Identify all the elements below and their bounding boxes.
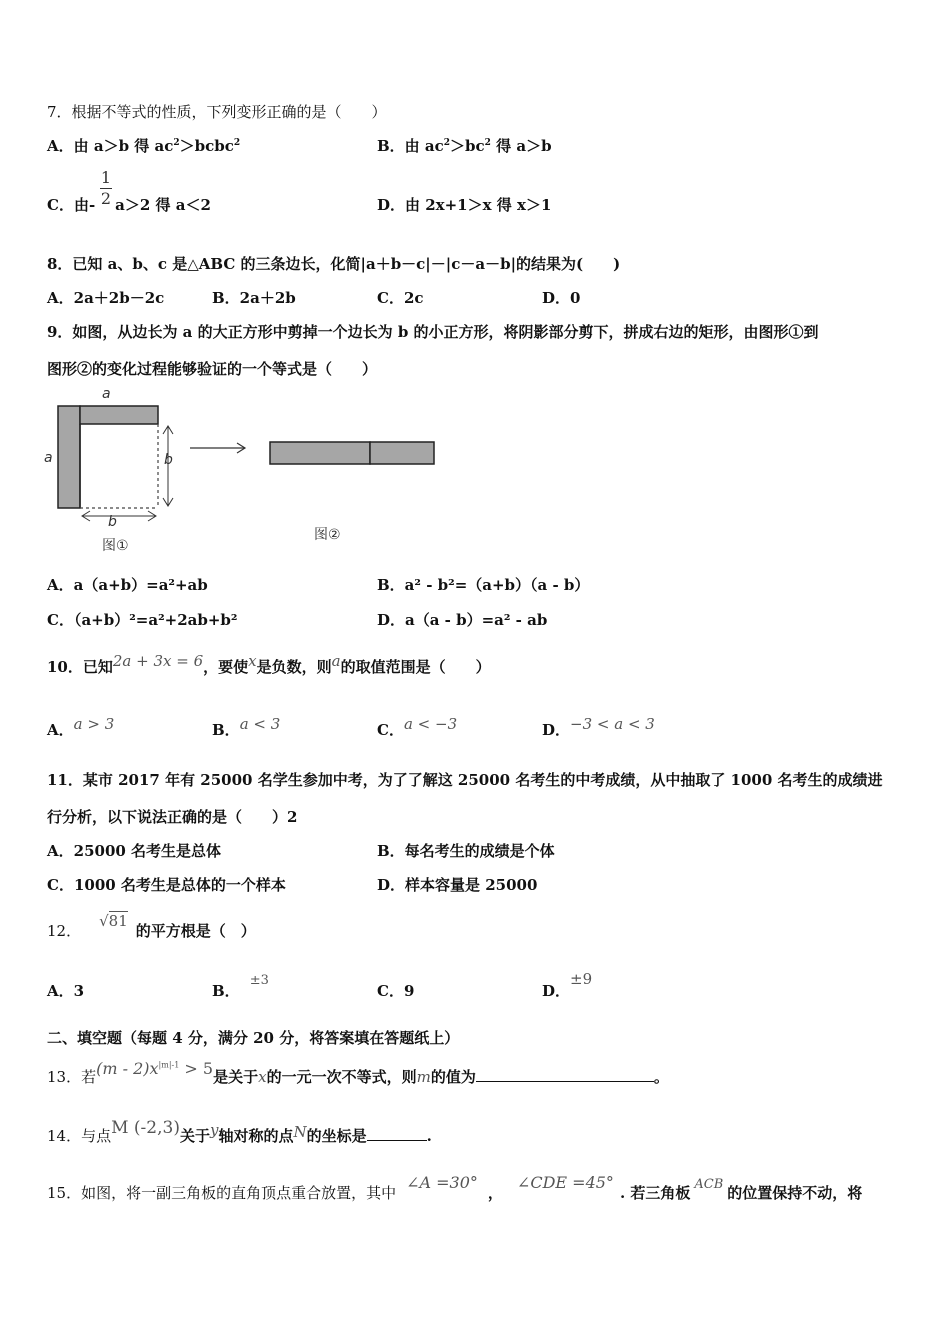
q8-option-b: B．2a＋2b xyxy=(212,289,296,307)
q12-stem: 12．√81的平方根是（ ） xyxy=(47,912,256,940)
fig2-rect-left xyxy=(270,442,370,464)
q11-option-c: C．1000 名考生是总体的一个样本 xyxy=(47,876,286,894)
q11-option-d: D．样本容量是 25000 xyxy=(377,876,538,894)
fig1-label-b-right: b xyxy=(164,452,173,468)
fig1-caption: 图① xyxy=(102,538,129,554)
q12-option-b: B．±3 xyxy=(212,973,269,1000)
fig1-shaded-horizontal xyxy=(80,406,158,424)
fig1-label-a-left: a xyxy=(44,450,53,466)
q8-stem: 8．已知 a、b、c 是△ABC 的三条边长，化简|a＋b－c|－|c－a－b|的结果为( ) xyxy=(47,255,621,273)
q10-option-c: C．a < −3 xyxy=(377,715,458,739)
fig1-label-a-top: a xyxy=(102,386,111,402)
q9-option-a: A．a（a+b）=a²+ab xyxy=(47,576,208,594)
q9-stem-line1: 9．如图，从边长为 a 的大正方形中剪掉一个边长为 b 的小正方形，将阴影部分剪下，拼成右边的矩形，由图形①到 xyxy=(47,323,819,341)
q7-option-d: D．由 2x+1＞x 得 x＞1 xyxy=(377,196,552,214)
q11-option-b: B．每名考生的成绩是个体 xyxy=(377,842,555,860)
fig1-shaded-vertical xyxy=(58,406,80,508)
q14-answer-blank[interactable] xyxy=(367,1124,427,1141)
q9-figure xyxy=(40,382,460,557)
q8-option-d: D．0 xyxy=(542,289,581,307)
q13-answer-blank[interactable] xyxy=(476,1065,654,1082)
q12-sqrt: √81 xyxy=(99,912,128,930)
q7-option-c: C．由- a＞2 得 a＜2 xyxy=(47,196,211,214)
q9-stem-line2: 图形②的变化过程能够验证的一个等式是（ ） xyxy=(47,360,378,378)
fig2-caption: 图② xyxy=(314,527,341,543)
q10-stem: 10．已知2a + 3x = 6，要使x是负数，则a的取值范围是（ ） xyxy=(47,652,491,676)
q14-stem: 14．与点M (-2,3)关于y轴对称的点N的坐标是 . xyxy=(47,1118,432,1145)
q11-stem-line1: 11．某市 2017 年有 25000 名学生参加中考，为了了解这 25000 名考生的中考成绩，从中抽取了 1000 名考生的成绩进 xyxy=(47,771,883,789)
q7-option-b: B．由 $ac^2>bc^2$ 得 a＞b xyxy=(377,137,552,155)
q9-option-d: D．a（a - b）=a² - ab xyxy=(377,611,548,629)
q11-stem-line2: 行分析，以下说法正确的是（ ）2 xyxy=(47,808,298,826)
q13-stem: 13．若$(m - 2)x^{|m|-1} > 5$是关于x的一元一次不等式，则m的值为 。 xyxy=(47,1059,669,1086)
q12-option-a: A．3 xyxy=(47,982,85,1000)
q7-option-a: A．由 a＞b 得 $ac^2>bcbc^2$ xyxy=(47,137,241,155)
q9-option-b: B．a² - b²=（a+b）（a - b） xyxy=(377,576,590,594)
fig1-label-b-bottom: b xyxy=(108,514,117,530)
section2-title: 二、填空题（每题 4 分，满分 20 分，将答案填在答题纸上） xyxy=(47,1029,460,1047)
q12-option-d: D．±9 xyxy=(542,970,593,1000)
q12-option-c: C．9 xyxy=(377,982,415,1000)
q8-option-a: A．2a＋2b－2c xyxy=(47,289,165,307)
q8-option-c: C．2c xyxy=(377,289,424,307)
q10-option-b: B．a < 3 xyxy=(212,715,281,739)
q11-option-a: A．25000 名考生是总体 xyxy=(47,842,222,860)
fig2-rect-right xyxy=(370,442,434,464)
q10-option-d: D．−3 < a < 3 xyxy=(542,715,655,739)
q7-stem: 7．根据不等式的性质，下列变形正确的是（ ） xyxy=(47,103,387,121)
q10-option-a: A．a > 3 xyxy=(47,715,115,739)
q15-stem: 15．如图，将一副三角板的直角顶点重合放置，其中∠A =30°，∠CDE =45°. 若三角板 ACB 的位置保持不动，将 xyxy=(47,1173,863,1202)
q9-option-c: C．（a+b）²=a²+2ab+b² xyxy=(47,611,238,629)
q7-c-fraction: $\frac{1}{2}$ xyxy=(100,168,112,208)
